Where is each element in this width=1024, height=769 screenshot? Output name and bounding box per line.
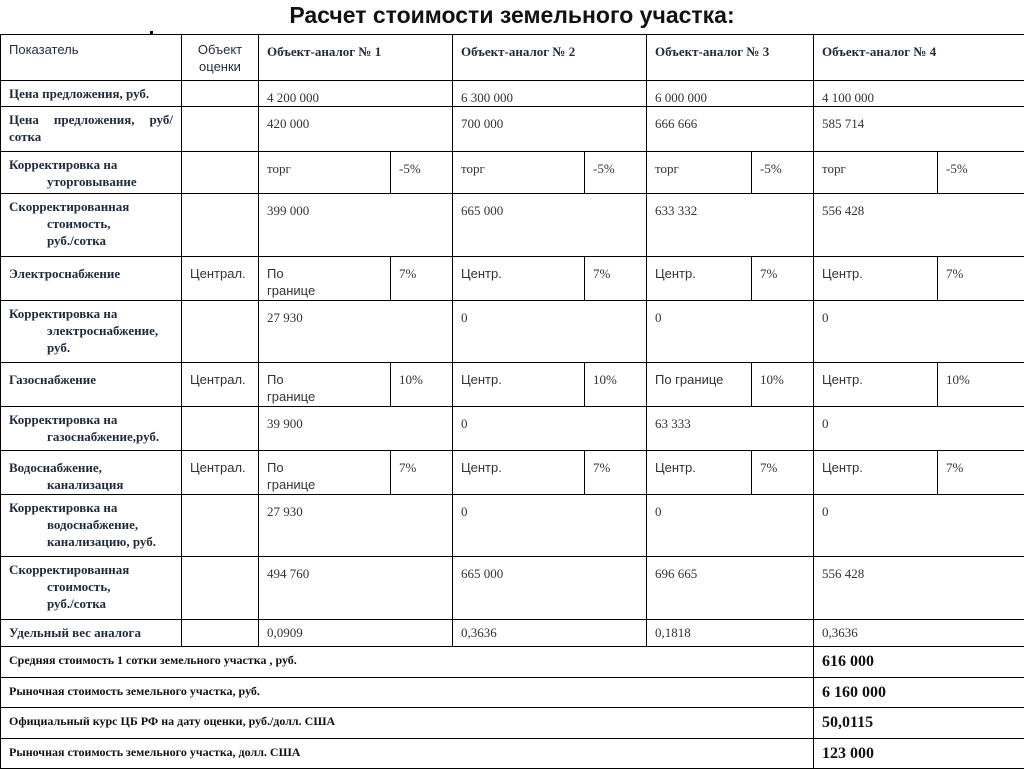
label-weight: Удельный вес аналога <box>1 620 182 647</box>
summary-label: Рыночная стоимость земельного участка, долл. США <box>1 739 814 769</box>
label-water <box>1 451 182 495</box>
cell-line: По <box>267 372 284 387</box>
gas-pct-analog-1: 10% <box>391 363 453 407</box>
label-line: руб./сотка <box>9 595 173 612</box>
gas-pct-analog-2: 10% <box>585 363 647 407</box>
electricity-pct-analog-3: 7% <box>752 257 814 301</box>
label-line: электроснабжение, <box>9 322 173 339</box>
gas-pct-analog-4: 10% <box>938 363 1024 407</box>
offer-price-analog-3: 6 000 000 <box>647 81 814 107</box>
cell-line: границе <box>267 477 315 492</box>
row-adjusted-cost-2 <box>1 557 1024 620</box>
row-offer-price-per-sotka <box>1 107 1024 152</box>
row-weight <box>1 620 1024 647</box>
bargain-pct-analog-2: -5% <box>585 152 647 194</box>
label-line: руб./сотка <box>9 232 173 249</box>
header-analog-3: Объект-аналог № 3 <box>647 35 814 81</box>
object-cell <box>182 620 259 647</box>
water-text-analog-3: Центр. <box>647 451 752 495</box>
adj1-analog-1: 399 000 <box>259 194 453 257</box>
electricity-object: Централ. <box>182 257 259 301</box>
weight-analog-2: 0,3636 <box>453 620 647 647</box>
adj2-analog-2: 665 000 <box>453 557 647 620</box>
object-cell <box>182 81 259 107</box>
summary-value: 6 160 000 <box>814 678 1024 708</box>
adj2-analog-3: 696 665 <box>647 557 814 620</box>
price-sotka-analog-3: 666 666 <box>647 107 814 152</box>
row-gas <box>1 363 1024 407</box>
object-cell <box>182 107 259 152</box>
electricity-text-analog-3: Центр. <box>647 257 752 301</box>
gas-text-analog-3: По границе <box>647 363 752 407</box>
object-cell <box>182 557 259 620</box>
price-sotka-analog-1: 420 000 <box>259 107 453 152</box>
row-electricity-adj <box>1 301 1024 363</box>
gas-text-analog-4: Центр. <box>814 363 938 407</box>
summary-label: Средняя стоимость 1 сотки земельного участка , руб. <box>1 647 814 678</box>
water-text-analog-4: Центр. <box>814 451 938 495</box>
label-offer-price-per-sotka: Цена предложения, руб/сотка <box>1 107 182 152</box>
label-line: стоимость, <box>9 215 173 232</box>
label-line: Скорректированная <box>9 562 129 577</box>
water-text-analog-2: Центр. <box>453 451 585 495</box>
gas-text-analog-1 <box>259 363 391 407</box>
header-object: Объект оценки <box>182 35 259 81</box>
adj1-analog-2: 665 000 <box>453 194 647 257</box>
offer-price-analog-2: 6 300 000 <box>453 81 647 107</box>
label-line: Корректировка на <box>9 412 117 427</box>
gas-adj-analog-3: 63 333 <box>647 407 814 451</box>
label-line: стоимость, <box>9 578 173 595</box>
electricity-pct-analog-4: 7% <box>938 257 1024 301</box>
weight-analog-1: 0,0909 <box>259 620 453 647</box>
weight-analog-4: 0,3636 <box>814 620 1024 647</box>
adj1-analog-4: 556 428 <box>814 194 1024 257</box>
cell-line: По <box>267 266 284 281</box>
label-electricity: Электроснабжение <box>1 257 182 301</box>
electricity-text-analog-1 <box>259 257 391 301</box>
label-gas: Газоснабжение <box>1 363 182 407</box>
water-pct-analog-1: 7% <box>391 451 453 495</box>
water-adj-analog-2: 0 <box>453 495 647 557</box>
electricity-pct-analog-1: 7% <box>391 257 453 301</box>
gas-pct-analog-3: 10% <box>752 363 814 407</box>
bargain-pct-analog-1: -5% <box>391 152 453 194</box>
label-line: Водоснабжение, <box>9 460 102 475</box>
label-line: уторговывание <box>9 173 173 190</box>
bargain-text-analog-4: торг <box>814 152 938 194</box>
el-adj-analog-4: 0 <box>814 301 1024 363</box>
el-adj-analog-1: 27 930 <box>259 301 453 363</box>
water-adj-analog-3: 0 <box>647 495 814 557</box>
bargain-text-analog-1: торг <box>259 152 391 194</box>
water-pct-analog-4: 7% <box>938 451 1024 495</box>
bargain-pct-analog-4: -5% <box>938 152 1024 194</box>
label-gas-adj <box>1 407 182 451</box>
label-electricity-adj <box>1 301 182 363</box>
summary-value: 123 000 <box>814 739 1024 769</box>
row-adjusted-cost-1 <box>1 194 1024 257</box>
gas-adj-analog-4: 0 <box>814 407 1024 451</box>
cell-line: границе <box>267 389 315 404</box>
offer-price-analog-1: 4 200 000 <box>259 81 453 107</box>
el-adj-analog-2: 0 <box>453 301 647 363</box>
water-adj-analog-4: 0 <box>814 495 1024 557</box>
summary-row <box>1 647 1024 678</box>
row-water <box>1 451 1024 495</box>
summary-label: Рыночная стоимость земельного участка, руб. <box>1 678 814 708</box>
label-line: Скорректированная <box>9 199 129 214</box>
bargain-text-analog-2: торг <box>453 152 585 194</box>
gas-text-analog-2: Центр. <box>453 363 585 407</box>
summary-value: 50,0115 <box>814 708 1024 739</box>
label-line: Корректировка на <box>9 500 117 515</box>
bargain-text-analog-3: торг <box>647 152 752 194</box>
label-line: газоснабжение,руб. <box>9 428 173 445</box>
label-line: водоснабжение, <box>9 516 173 533</box>
label-bargain <box>1 152 182 194</box>
gas-adj-analog-2: 0 <box>453 407 647 451</box>
adj1-analog-3: 633 332 <box>647 194 814 257</box>
summary-row <box>1 708 1024 739</box>
adj2-analog-1: 494 760 <box>259 557 453 620</box>
page-title: Расчет стоимости земельного участка: <box>0 0 1024 30</box>
label-adjusted-cost-2 <box>1 557 182 620</box>
row-gas-adj <box>1 407 1024 451</box>
row-water-adj <box>1 495 1024 557</box>
object-cell <box>182 152 259 194</box>
cell-line: По <box>267 460 284 475</box>
electricity-pct-analog-2: 7% <box>585 257 647 301</box>
water-object: Централ. <box>182 451 259 495</box>
price-sotka-analog-2: 700 000 <box>453 107 647 152</box>
label-adjusted-cost-1 <box>1 194 182 257</box>
cell-line: границе <box>267 283 315 298</box>
label-line: Корректировка на <box>9 157 117 172</box>
summary-value: 616 000 <box>814 647 1024 678</box>
electricity-text-analog-4: Центр. <box>814 257 938 301</box>
adj2-analog-4: 556 428 <box>814 557 1024 620</box>
label-line: канализацию, руб. <box>9 533 173 550</box>
gas-adj-analog-1: 39 900 <box>259 407 453 451</box>
electricity-text-analog-2: Центр. <box>453 257 585 301</box>
summary-label: Официальный курс ЦБ РФ на дату оценки, руб./долл. США <box>1 708 814 739</box>
bargain-pct-analog-3: -5% <box>752 152 814 194</box>
label-line: канализация <box>9 476 173 493</box>
header-analog-2: Объект-аналог № 2 <box>453 35 647 81</box>
water-pct-analog-3: 7% <box>752 451 814 495</box>
header-indicator: Показатель <box>1 35 182 81</box>
object-cell <box>182 194 259 257</box>
offer-price-analog-4: 4 100 000 <box>814 81 1024 107</box>
weight-analog-3: 0,1818 <box>647 620 814 647</box>
water-pct-analog-2: 7% <box>585 451 647 495</box>
summary-row <box>1 739 1024 769</box>
water-text-analog-1 <box>259 451 391 495</box>
valuation-table <box>0 34 1024 769</box>
object-cell <box>182 407 259 451</box>
label-line: руб. <box>9 339 173 356</box>
label-line: Корректировка на <box>9 306 117 321</box>
water-adj-analog-1: 27 930 <box>259 495 453 557</box>
label-water-adj <box>1 495 182 557</box>
label-offer-price: Цена предложения, руб. <box>1 81 182 107</box>
gas-object: Централ. <box>182 363 259 407</box>
header-analog-4: Объект-аналог № 4 <box>814 35 1024 81</box>
object-cell <box>182 301 259 363</box>
el-adj-analog-3: 0 <box>647 301 814 363</box>
header-row <box>1 35 1024 81</box>
row-bargain <box>1 152 1024 194</box>
price-sotka-analog-4: 585 714 <box>814 107 1024 152</box>
header-analog-1: Объект-аналог № 1 <box>259 35 453 81</box>
row-offer-price <box>1 81 1024 107</box>
row-electricity <box>1 257 1024 301</box>
summary-row <box>1 678 1024 708</box>
object-cell <box>182 495 259 557</box>
